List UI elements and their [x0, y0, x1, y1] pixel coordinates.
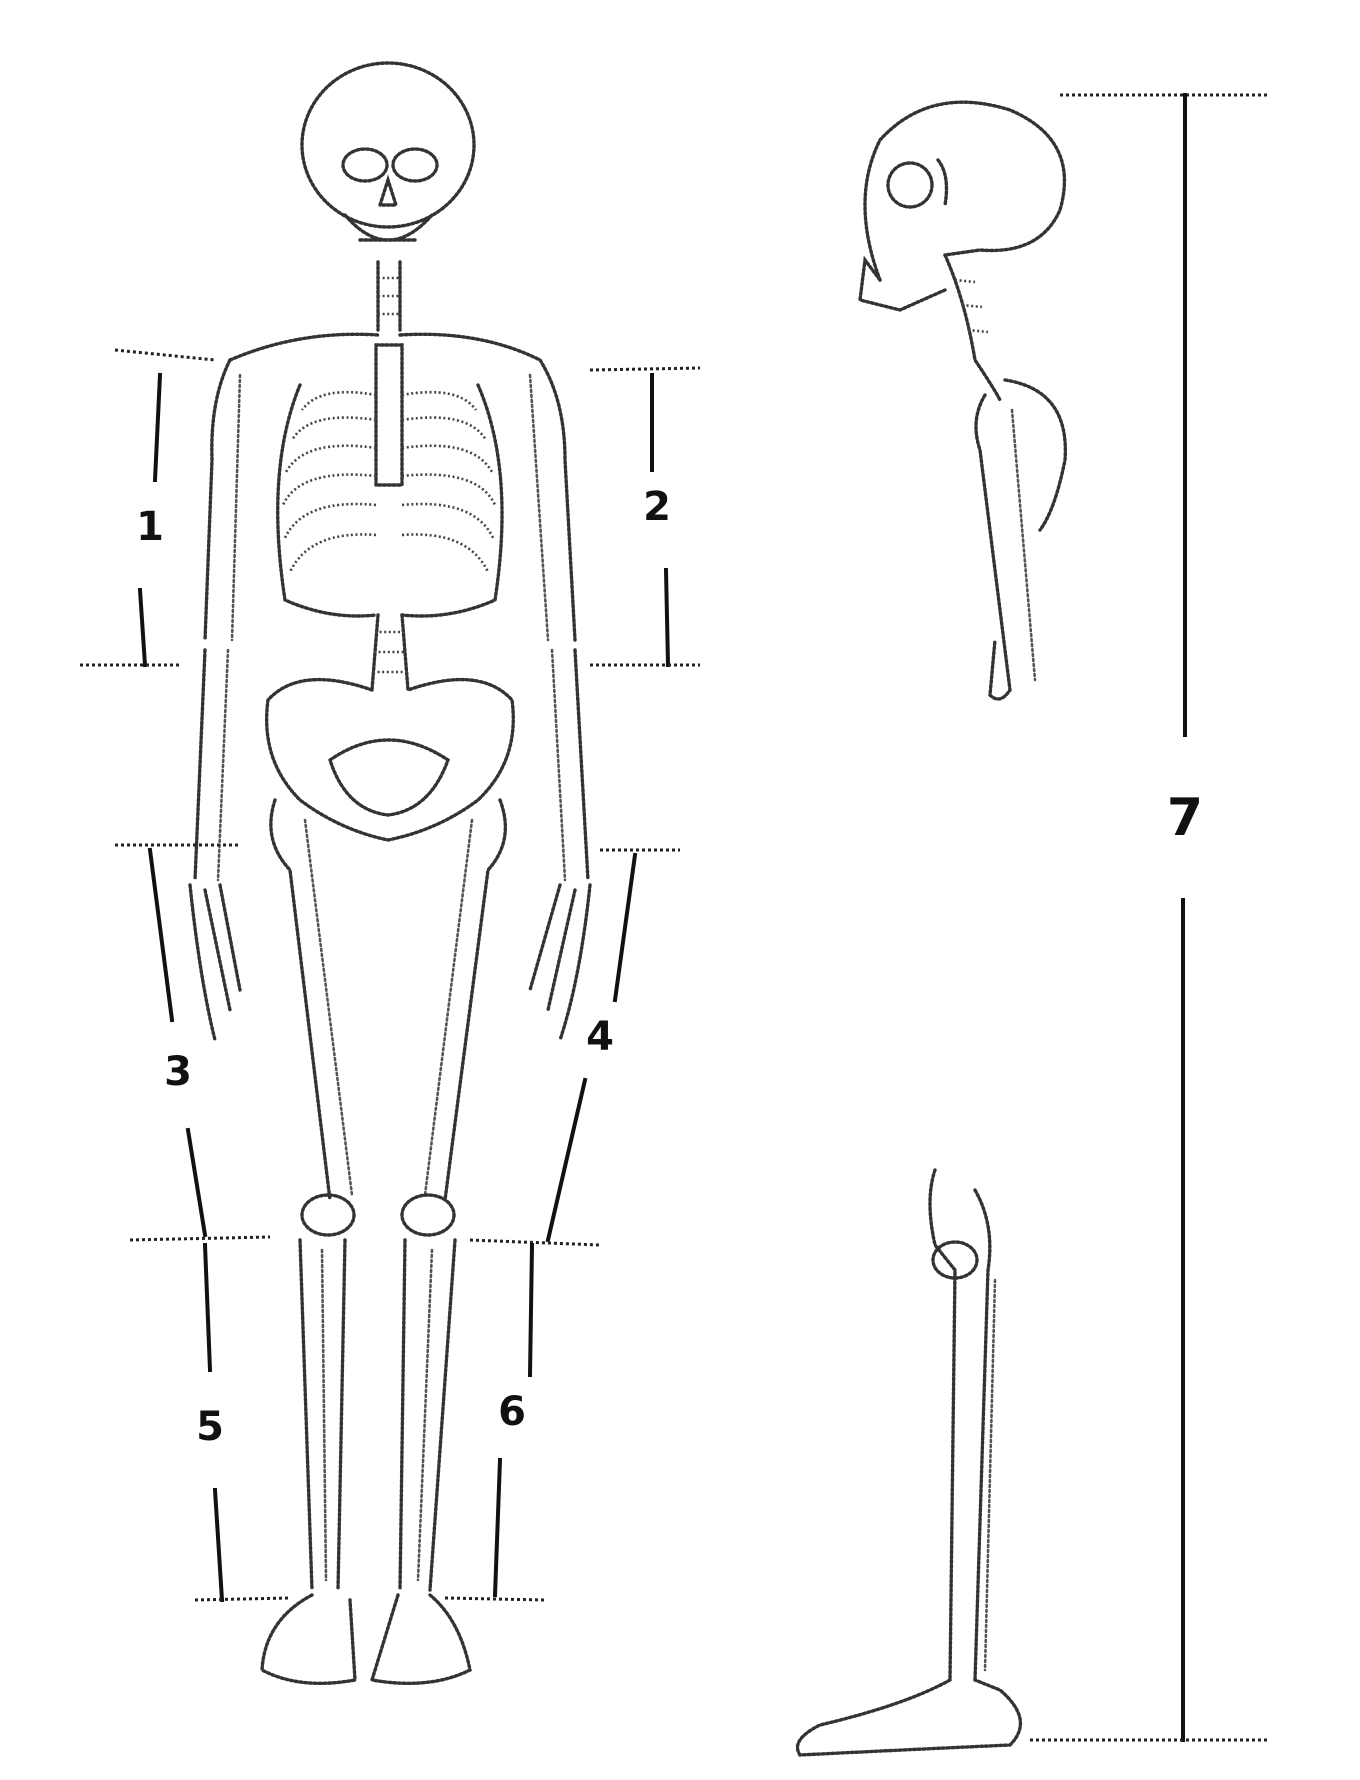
right-femur — [445, 800, 505, 1200]
right-fibula — [418, 1250, 432, 1580]
left-eye-socket — [343, 149, 387, 181]
skull — [302, 63, 474, 227]
right-tibia — [400, 1240, 455, 1590]
left-femur — [271, 800, 330, 1200]
side-skull — [865, 102, 1064, 280]
ribs — [283, 392, 495, 572]
left-ribcage — [278, 385, 376, 616]
side-shoulder — [1005, 380, 1065, 530]
label-3: 3 — [164, 1049, 192, 1095]
right-eye-socket — [393, 149, 437, 181]
label-5: 5 — [196, 1404, 224, 1450]
left-foot — [262, 1595, 355, 1683]
label-6: 6 — [498, 1389, 526, 1435]
label-7: 7 — [1166, 788, 1204, 848]
sacrum — [330, 740, 448, 815]
side-foot — [798, 1680, 1021, 1755]
right-ribcage — [402, 385, 502, 616]
height-measurement — [1030, 95, 1270, 1740]
front-measurements — [80, 350, 700, 1600]
right-humerus — [540, 360, 575, 640]
front-skeleton — [190, 63, 590, 1683]
side-skeleton — [798, 102, 1066, 1755]
side-eye-socket — [888, 163, 932, 207]
side-cervical — [945, 255, 1000, 400]
right-foot — [372, 1595, 470, 1683]
left-hand — [190, 885, 240, 1040]
label-2: 2 — [643, 484, 671, 530]
right-hand — [530, 885, 590, 1040]
side-humerus — [976, 395, 1010, 699]
left-fibula — [322, 1250, 326, 1580]
measurement-labels — [136, 484, 1203, 1450]
label-1: 1 — [136, 504, 164, 550]
side-jaw — [860, 260, 945, 310]
right-radius — [552, 650, 565, 880]
left-patella — [302, 1195, 354, 1235]
right-patella — [402, 1195, 454, 1235]
right-ulna — [575, 650, 588, 880]
left-humerus — [205, 360, 230, 640]
nasal-cavity — [380, 180, 396, 205]
right-clavicle — [400, 334, 540, 360]
label-4: 4 — [586, 1014, 614, 1060]
sternum — [376, 345, 402, 485]
left-clavicle — [230, 334, 378, 360]
